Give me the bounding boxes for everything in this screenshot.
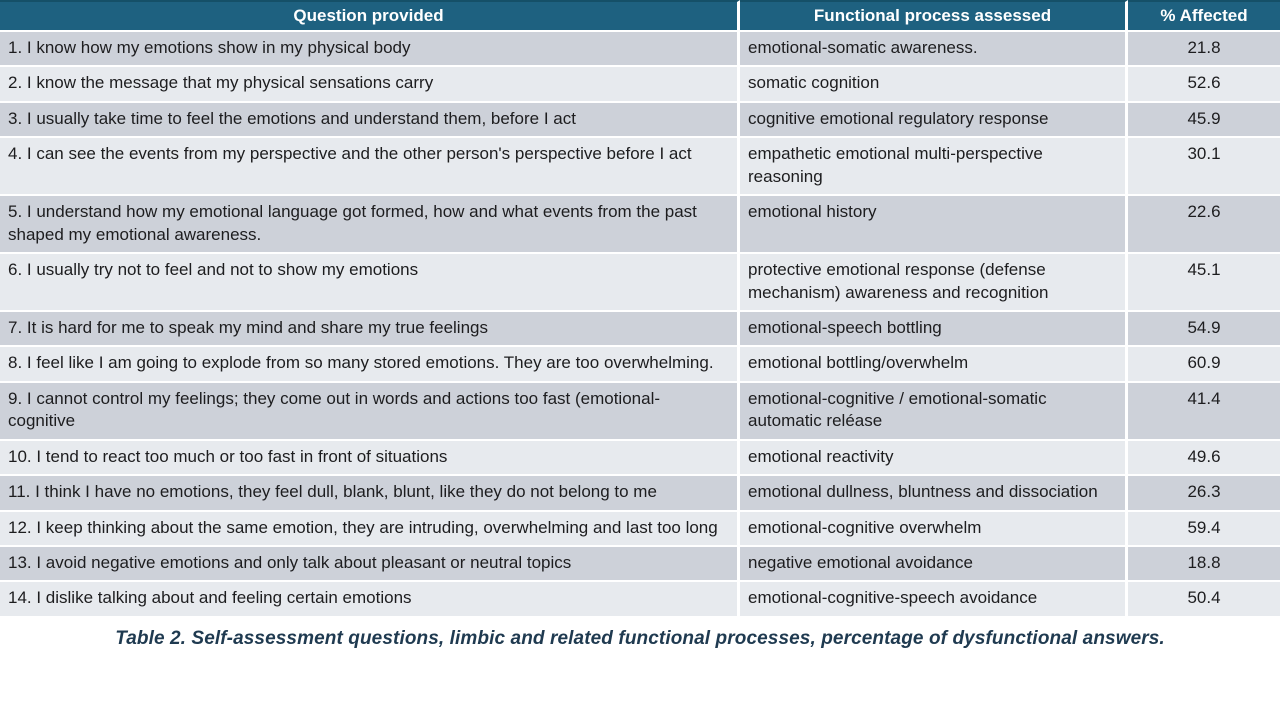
percent-cell: 50.4 bbox=[1128, 582, 1280, 617]
table-row bbox=[0, 476, 1280, 511]
question-cell: 3. I usually take time to feel the emotions and understand them, before I act bbox=[0, 103, 740, 138]
process-cell: somatic cognition bbox=[740, 67, 1128, 102]
question-cell: 2. I know the message that my physical sensations carry bbox=[0, 67, 740, 102]
question-cell: 10. I tend to react too much or too fast in front of situations bbox=[0, 441, 740, 476]
table-row bbox=[0, 441, 1280, 476]
question-cell: 4. I can see the events from my perspective and the other person's perspective before I act bbox=[0, 138, 740, 196]
process-cell: emotional history bbox=[740, 196, 1128, 254]
table-caption: Table 2. Self-assessment questions, limbic and related functional processes, percentage of dysfunctional answers. bbox=[115, 627, 1165, 649]
table-row bbox=[0, 383, 1280, 441]
process-cell: emotional-cognitive / emotional-somatic automatic reléase bbox=[740, 383, 1128, 441]
percent-cell: 45.1 bbox=[1128, 254, 1280, 312]
question-cell: 5. I understand how my emotional language got formed, how and what events from the past shaped my emotional awareness. bbox=[0, 196, 740, 254]
table-row bbox=[0, 67, 1280, 102]
process-cell: emotional-somatic awareness. bbox=[740, 32, 1128, 67]
percent-cell: 18.8 bbox=[1128, 547, 1280, 582]
percent-cell: 30.1 bbox=[1128, 138, 1280, 196]
table-row bbox=[0, 347, 1280, 382]
process-cell: emotional-speech bottling bbox=[740, 312, 1128, 347]
process-cell: negative emotional avoidance bbox=[740, 547, 1128, 582]
table-row bbox=[0, 312, 1280, 347]
percent-cell: 22.6 bbox=[1128, 196, 1280, 254]
process-cell: empathetic emotional multi-perspective reasoning bbox=[740, 138, 1128, 196]
question-cell: 1. I know how my emotions show in my physical body bbox=[0, 32, 740, 67]
percent-cell: 26.3 bbox=[1128, 476, 1280, 511]
question-cell: 8. I feel like I am going to explode from so many stored emotions. They are too overwhelming. bbox=[0, 347, 740, 382]
table-row bbox=[0, 103, 1280, 138]
process-cell: cognitive emotional regulatory response bbox=[740, 103, 1128, 138]
column-header-question: Question provided bbox=[0, 0, 740, 32]
percent-cell: 59.4 bbox=[1128, 512, 1280, 547]
process-cell: emotional dullness, bluntness and dissociation bbox=[740, 476, 1128, 511]
percent-cell: 21.8 bbox=[1128, 32, 1280, 67]
table-row bbox=[0, 138, 1280, 196]
table-row bbox=[0, 254, 1280, 312]
percent-cell: 52.6 bbox=[1128, 67, 1280, 102]
percent-cell: 54.9 bbox=[1128, 312, 1280, 347]
question-cell: 14. I dislike talking about and feeling certain emotions bbox=[0, 582, 740, 617]
question-cell: 12. I keep thinking about the same emotion, they are intruding, overwhelming and last too long bbox=[0, 512, 740, 547]
table-row bbox=[0, 547, 1280, 582]
table-body bbox=[0, 32, 1280, 618]
process-cell: emotional reactivity bbox=[740, 441, 1128, 476]
question-cell: 11. I think I have no emotions, they feel dull, blank, blunt, like they do not belong to me bbox=[0, 476, 740, 511]
process-cell: emotional bottling/overwhelm bbox=[740, 347, 1128, 382]
percent-cell: 45.9 bbox=[1128, 103, 1280, 138]
percent-cell: 41.4 bbox=[1128, 383, 1280, 441]
question-cell: 13. I avoid negative emotions and only talk about pleasant or neutral topics bbox=[0, 547, 740, 582]
table-row bbox=[0, 32, 1280, 67]
table-header-row bbox=[0, 0, 1280, 32]
question-cell: 6. I usually try not to feel and not to show my emotions bbox=[0, 254, 740, 312]
percent-cell: 60.9 bbox=[1128, 347, 1280, 382]
question-cell: 9. I cannot control my feelings; they come out in words and actions too fast (emotional-cognitive bbox=[0, 383, 740, 441]
table-row bbox=[0, 512, 1280, 547]
table-row bbox=[0, 582, 1280, 617]
question-cell: 7. It is hard for me to speak my mind and share my true feelings bbox=[0, 312, 740, 347]
process-cell: emotional-cognitive-speech avoidance bbox=[740, 582, 1128, 617]
process-cell: emotional-cognitive overwhelm bbox=[740, 512, 1128, 547]
column-header-process: Functional process assessed bbox=[740, 0, 1128, 32]
column-header-percent: % Affected bbox=[1128, 0, 1280, 32]
table-row bbox=[0, 196, 1280, 254]
percent-cell: 49.6 bbox=[1128, 441, 1280, 476]
process-cell: protective emotional response (defense mechanism) awareness and recognition bbox=[740, 254, 1128, 312]
